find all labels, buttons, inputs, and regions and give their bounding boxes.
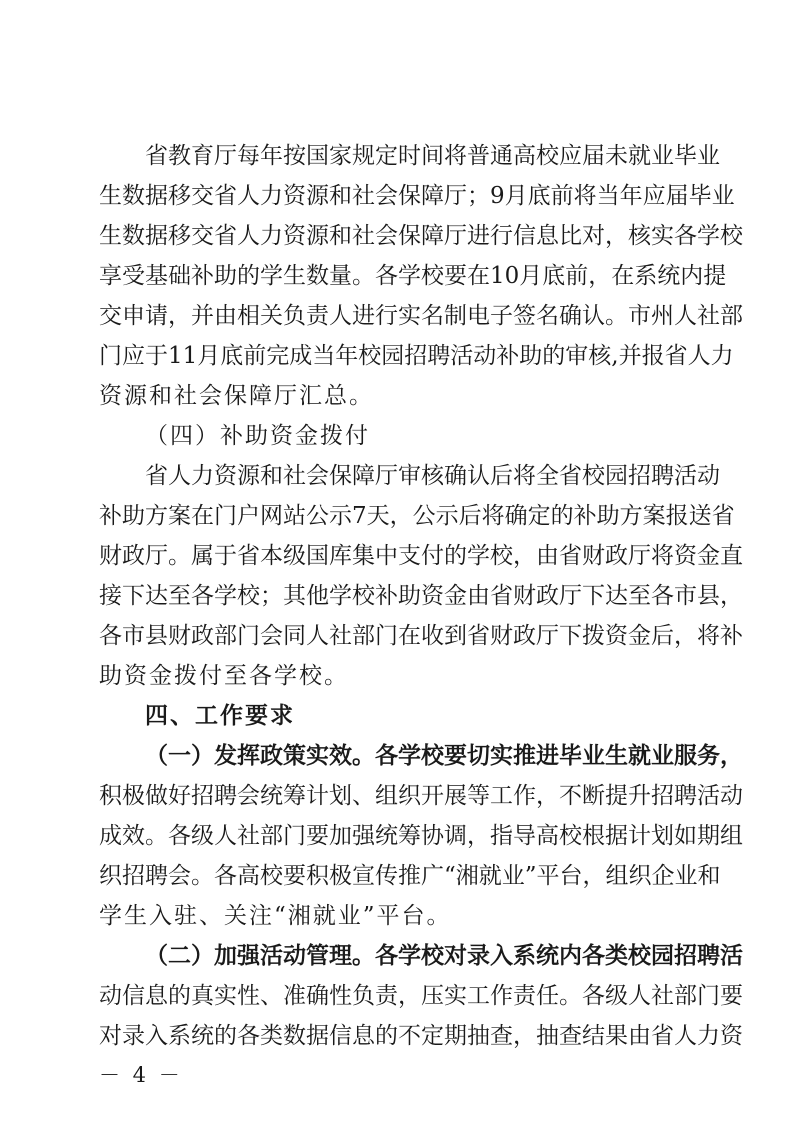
text-line-lead: （ 一 ） 发 挥 政 策 实 效 。 各 学 校 要 切 实 推 进 毕 业 生 就 业 服 务 ， bbox=[145, 742, 743, 769]
text-line: 积 极 做 好 招 聘 会 统 筹 计 划 、 组 织 开 展 等 工 作 ， 不 断 提 升 招 聘 活 动 bbox=[99, 783, 743, 809]
text-line: 财 政 厅 。 属 于 省 本 级 国 库 集 中 支 付 的 学 校 ， 由 省 财 政 厅 将 资 金 直 bbox=[99, 543, 743, 569]
text-line: 学生入驻、关注“湘就业”平台。 bbox=[99, 903, 452, 929]
text-line: 成 效 。 各 级 人 社 部 门 要 加 强 统 筹 协 调 ， 指 导 高 校 根 据 计 划 如 期 组 bbox=[99, 823, 743, 849]
section-subheading: （四）补助资金拨付 bbox=[145, 423, 370, 449]
text-line-lead: （ 二 ） 加 强 活 动 管 理 。 各 学 校 对 录 入 系 统 内 各 类 校 园 招 聘 活 bbox=[145, 942, 743, 969]
section-heading: 四、工作要求 bbox=[145, 702, 295, 729]
text-line: 资源和社会保障厅汇总。 bbox=[99, 383, 374, 409]
text-line: 省 教 育 厅 每 年 按 国 家 规 定 时 间 将 普 通 高 校 应 届 未 就 业 毕 业 bbox=[145, 143, 720, 169]
text-line: 对 录 入 系 统 的 各 类 数 据 信 息 的 不 定 期 抽 查 ， 抽 查 结 果 由 省 人 力 资 bbox=[99, 1023, 743, 1049]
text-line: 享 受 基 础 补 助 的 学 生 数 量 。 各 学 校 要 在 1 0 月 底 前 ， 在 系 统 内 提 bbox=[99, 263, 727, 289]
text-line: 门 应 于 1 1 月 底 前 完 成 当 年 校 园 招 聘 活 动 补 助 的 审 核 , 并 报 省 人 力 bbox=[99, 343, 734, 369]
page-number: － 4 － bbox=[99, 1063, 183, 1087]
text-line: 补 助 方 案 在 门 户 网 站 公 示 7 天 ， 公 示 后 将 确 定 的 补 助 方 案 报 送 省 bbox=[99, 503, 735, 529]
text-line: 省 人 力 资 源 和 社 会 保 障 厅 审 核 确 认 后 将 全 省 校 园 招 聘 活 动 bbox=[145, 463, 720, 489]
text-line: 各 市 县 财 政 部 门 会 同 人 社 部 门 在 收 到 省 财 政 厅 下 拨 资 金 后 ， 将 补 bbox=[99, 623, 743, 649]
text-line: 织 招 聘 会 。 各 高 校 要 积 极 宣 传 推 广 “ 湘 就 业 ” 平 台 ， 组 织 企 业 和 bbox=[99, 863, 721, 889]
text-line: 生 数 据 移 交 省 人 力 资 源 和 社 会 保 障 厅 进 行 信 息 比 对 ， 核 实 各 学 校 bbox=[99, 223, 743, 249]
text-line: 接 下 达 至 各 学 校 ； 其 他 学 校 补 助 资 金 由 省 财 政 厅 下 达 至 各 市 县 ， bbox=[99, 583, 743, 609]
text-line: 生 数 据 移 交 省 人 力 资 源 和 社 会 保 障 厅 ； 9 月 底 前 将 当 年 应 届 毕 业 bbox=[99, 183, 735, 209]
text-line: 动 信 息 的 真 实 性 、 准 确 性 负 责 ， 压 实 工 作 责 任 。 各 级 人 社 部 门 要 bbox=[99, 983, 743, 1009]
text-line: 助资金拨付至各学校。 bbox=[99, 663, 349, 689]
text-line: 交 申 请 ， 并 由 相 关 负 责 人 进 行 实 名 制 电 子 签 名 确 认 。 市 州 人 社 部 bbox=[99, 303, 743, 329]
